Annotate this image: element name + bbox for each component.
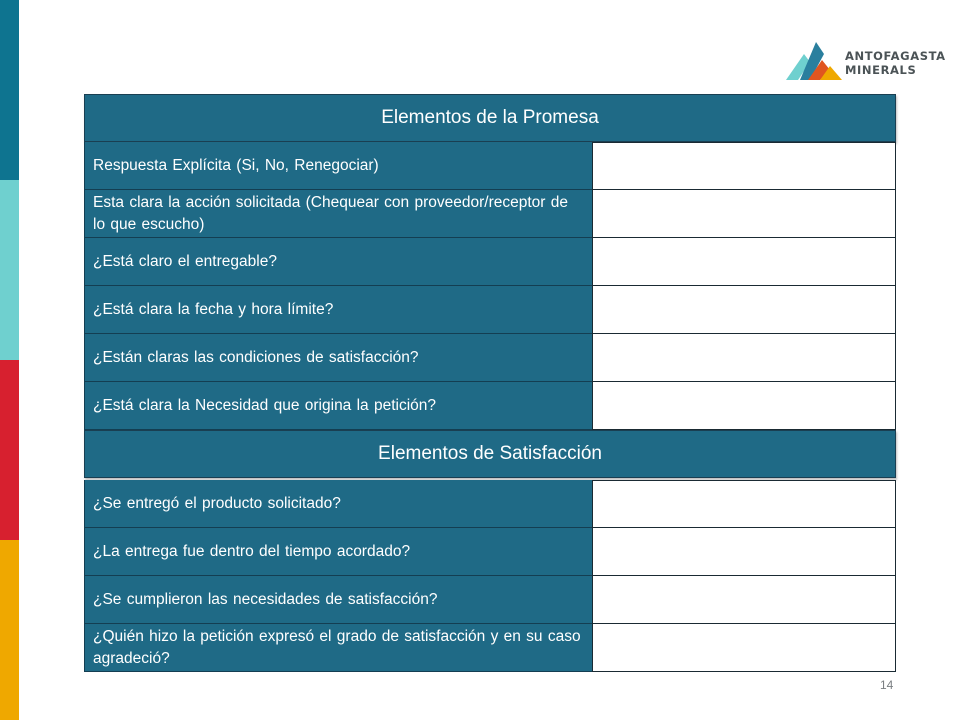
- sidebar-accent-bars: [0, 0, 19, 720]
- table-row: [84, 624, 896, 672]
- question-cell: [84, 528, 592, 576]
- question-text: Respuesta Explícita (Si, No, Renegociar): [93, 156, 379, 174]
- antofagasta-logo: [786, 40, 946, 86]
- answer-cell[interactable]: [592, 334, 896, 382]
- question-text: Esta clara la acción solicitada (Chequear con proveedor/receptor de lo que escucho): [93, 193, 568, 233]
- table-row: [84, 190, 896, 238]
- table-row: [84, 286, 896, 334]
- table-row: [84, 142, 896, 190]
- question-cell: [84, 190, 592, 238]
- answer-cell[interactable]: [592, 382, 896, 430]
- table-row: [84, 528, 896, 576]
- page-number: 14: [880, 678, 894, 692]
- question-text: ¿Se entregó el producto solicitado?: [93, 494, 341, 512]
- table-row: [84, 334, 896, 382]
- logo-line-1: ANTOFAGASTA: [845, 49, 946, 63]
- logo-line-2: MINERALS: [845, 63, 917, 77]
- mountain-logo-icon: [786, 40, 842, 86]
- accent-bar-teal: [0, 0, 19, 180]
- promesa-header: Elementos de la Promesa: [84, 94, 896, 142]
- question-cell: [84, 334, 592, 382]
- table-row: [84, 238, 896, 286]
- answer-cell[interactable]: [592, 238, 896, 286]
- answer-cell[interactable]: [592, 190, 896, 238]
- answer-cell[interactable]: [592, 624, 896, 672]
- accent-bar-red: [0, 360, 19, 540]
- table-row: [84, 480, 896, 528]
- answer-cell[interactable]: [592, 286, 896, 334]
- question-cell: [84, 624, 592, 672]
- answer-cell[interactable]: [592, 480, 896, 528]
- checklist-table: [84, 94, 896, 673]
- satisfaccion-header: Elementos de Satisfacción: [84, 430, 896, 478]
- answer-cell[interactable]: [592, 142, 896, 190]
- question-text: ¿Están claras las condiciones de satisfacción?: [93, 348, 419, 366]
- question-text: ¿Está clara la fecha y hora límite?: [93, 300, 334, 318]
- question-text: ¿La entrega fue dentro del tiempo acordado?: [93, 542, 411, 560]
- accent-bar-yellow: [0, 540, 19, 720]
- table-row: [84, 382, 896, 430]
- question-cell: [84, 480, 592, 528]
- accent-bar-aqua: [0, 180, 19, 360]
- answer-cell[interactable]: [592, 576, 896, 624]
- question-cell: [84, 286, 592, 334]
- question-text: ¿Está claro el entregable?: [93, 252, 277, 270]
- question-text: ¿Quién hizo la petición expresó el grado de satisfacción y en su caso agradeció?: [93, 627, 581, 667]
- question-text: ¿Se cumplieron las necesidades de satisfacción?: [93, 590, 438, 608]
- question-cell: [84, 576, 592, 624]
- answer-cell[interactable]: [592, 528, 896, 576]
- question-cell: [84, 238, 592, 286]
- table-row: [84, 576, 896, 624]
- logo-wordmark: [845, 49, 946, 77]
- question-cell: [84, 382, 592, 430]
- question-text: ¿Está clara la Necesidad que origina la petición?: [93, 396, 437, 414]
- question-cell: [84, 142, 592, 190]
